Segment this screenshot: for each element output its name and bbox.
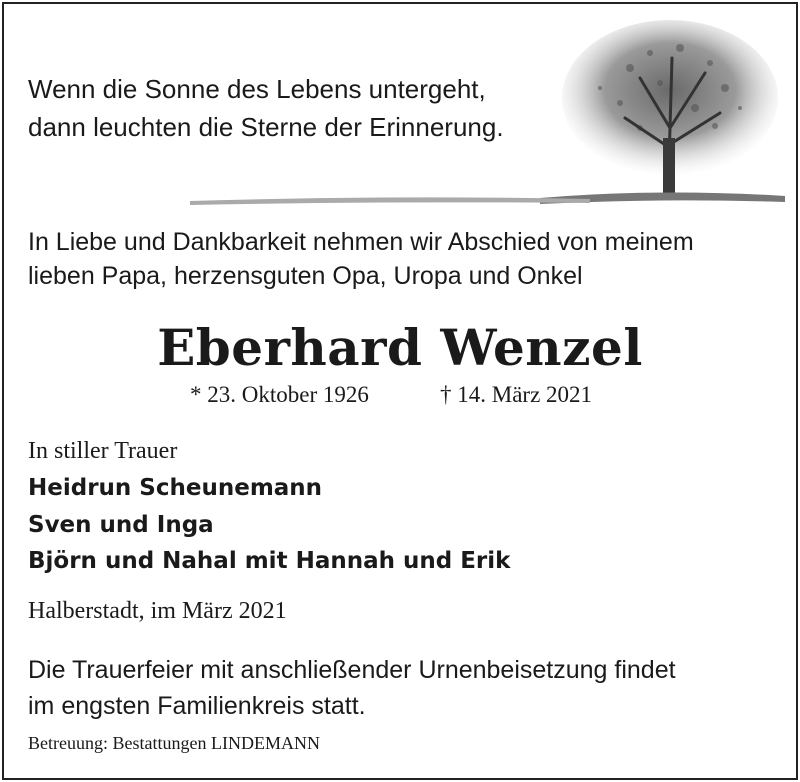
deceased-name: Eberhard Wenzel bbox=[157, 318, 643, 377]
place-date: Halberstadt, im März 2021 bbox=[28, 598, 287, 624]
funeral-home-credit: Betreuung: Bestattungen LINDEMANN bbox=[28, 733, 320, 753]
tree-icon bbox=[520, 8, 790, 213]
mourner-name: Björn und Nahal mit Hannah und Erik bbox=[28, 548, 511, 574]
motto-line-1: Wenn die Sonne des Lebens untergeht, bbox=[28, 74, 486, 104]
mourning-heading: In stiller Trauer bbox=[28, 438, 178, 464]
ceremony-line-2: im engsten Familienkreis statt. bbox=[28, 692, 366, 720]
ceremony-line-1: Die Trauerfeier mit anschließender Urnenbeisetzung findet bbox=[28, 656, 676, 684]
death-date: † 14. März 2021 bbox=[440, 382, 593, 407]
mourner-name: Sven und Inga bbox=[28, 512, 214, 538]
motto-line-2: dann leuchten die Sterne der Erinnerung. bbox=[28, 112, 504, 142]
ground-line bbox=[190, 193, 590, 207]
birth-date: * 23. Oktober 1926 bbox=[190, 382, 369, 407]
intro-line-1: In Liebe und Dankbarkeit nehmen wir Abschied von meinem bbox=[28, 228, 694, 256]
intro-line-2: lieben Papa, herzensguten Opa, Uropa und Onkel bbox=[28, 262, 583, 290]
mourner-name: Heidrun Scheunemann bbox=[28, 475, 323, 501]
